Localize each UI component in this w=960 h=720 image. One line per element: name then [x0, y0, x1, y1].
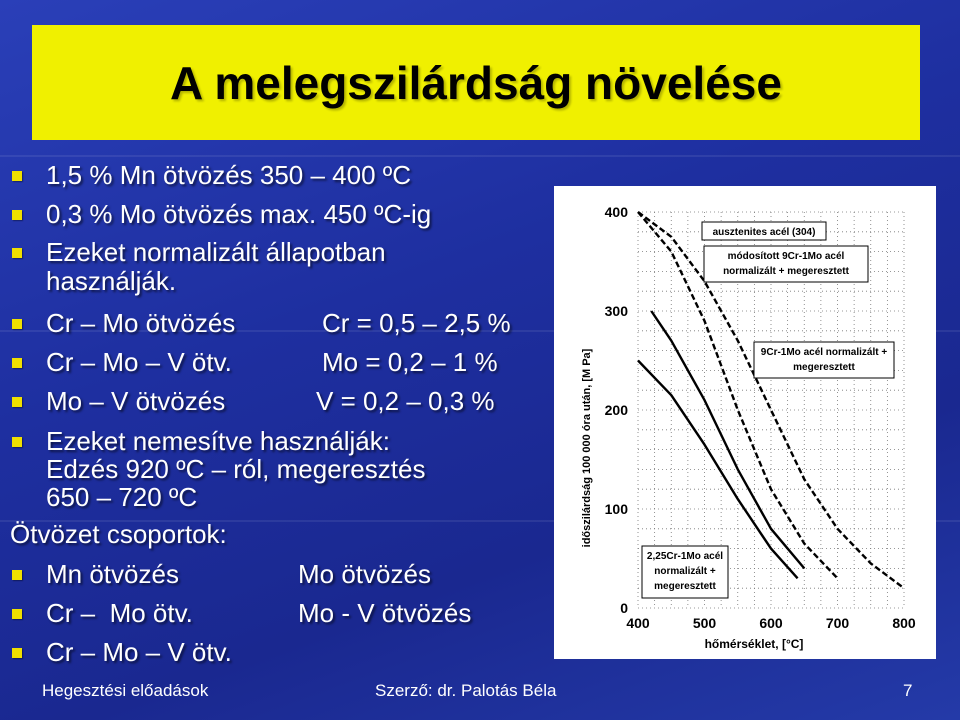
bullet-text: Ezeket nemesítve használják: [46, 426, 390, 456]
bullet-value: Mo = 0,2 – 1 % [322, 347, 498, 377]
bullet-text-continued: Edzés 920 ºC – ról, megeresztés [46, 454, 426, 484]
x-tick-label: 700 [825, 615, 850, 631]
slide-title: A melegszilárdság növelése [170, 56, 782, 109]
x-axis-label: hőmérséklet, [°C] [704, 637, 804, 651]
background-streak [0, 155, 960, 157]
x-tick-label: 400 [626, 615, 650, 631]
bullet-text: Mo – V ötvözés [46, 386, 226, 416]
x-tick-label: 600 [759, 615, 783, 631]
footer-page-number: 7 [903, 681, 913, 700]
bullet-marker [12, 210, 22, 220]
label-304: ausztenites acél (304) [712, 227, 816, 238]
label-225cr: 2,25Cr-1Mo acél normalizált + megeresztett [646, 551, 724, 592]
bullet-text: Cr – Mo – V ötv. [46, 347, 232, 377]
bullet-text: Cr – Mo ötvözés [46, 308, 236, 338]
footer-left: Hegesztési előadások [42, 681, 209, 700]
group-item: Cr – Mo – V ötv. [46, 637, 232, 667]
x-tick-label: 800 [892, 615, 916, 631]
bullet-text: 0,3 % Mo ötvözés max. 450 ºC-ig [46, 199, 432, 229]
bullet-text-continued: használják. [46, 266, 177, 296]
bullet-marker [12, 248, 22, 258]
bullet-marker [12, 319, 22, 329]
groups-heading: Ötvözet csoportok: [10, 519, 227, 549]
footer-author: Szerző: dr. Palotás Béla [375, 681, 557, 700]
creep-strength-chart [554, 186, 936, 659]
bullet-value: V = 0,2 – 0,3 % [316, 386, 495, 416]
group-item: Mn ötvözés [46, 559, 179, 589]
y-axis-label: időszilárdság 100 000 óra után, [M Pa] [581, 348, 593, 548]
bullet-marker [12, 570, 22, 580]
x-tick-label: 500 [692, 615, 717, 631]
bullet-marker [12, 437, 22, 447]
y-tick-label: 300 [604, 303, 628, 319]
bullet-marker [12, 609, 22, 619]
y-tick-label: 200 [604, 402, 628, 418]
y-tick-label: 400 [604, 204, 628, 220]
bullet-marker [12, 358, 22, 368]
bullet-value: Cr = 0,5 – 2,5 % [322, 308, 511, 338]
label-9cr: 9Cr-1Mo acél normalizált + megeresztett [760, 347, 888, 373]
bullet-marker [12, 648, 22, 658]
bullet-marker [12, 171, 22, 181]
y-tick-label: 0 [620, 600, 628, 616]
label-mod9cr: módosított 9Cr-1Mo acél normalizált + megeresztett [723, 251, 849, 277]
bullet-marker [12, 397, 22, 407]
bullet-text: Ezeket normalizált állapotban [46, 237, 386, 267]
title-banner [32, 25, 920, 140]
y-tick-label: 100 [604, 501, 628, 517]
bullet-text: 1,5 % Mn ötvözés 350 – 400 ºC [46, 160, 412, 190]
group-item: Cr – Mo ötv. [46, 598, 193, 628]
chart-svg [554, 186, 936, 659]
bullet-text-continued: 650 – 720 ºC [46, 482, 198, 512]
group-item: Mo - V ötvözés [298, 598, 472, 628]
group-item: Mo ötvözés [298, 559, 431, 589]
